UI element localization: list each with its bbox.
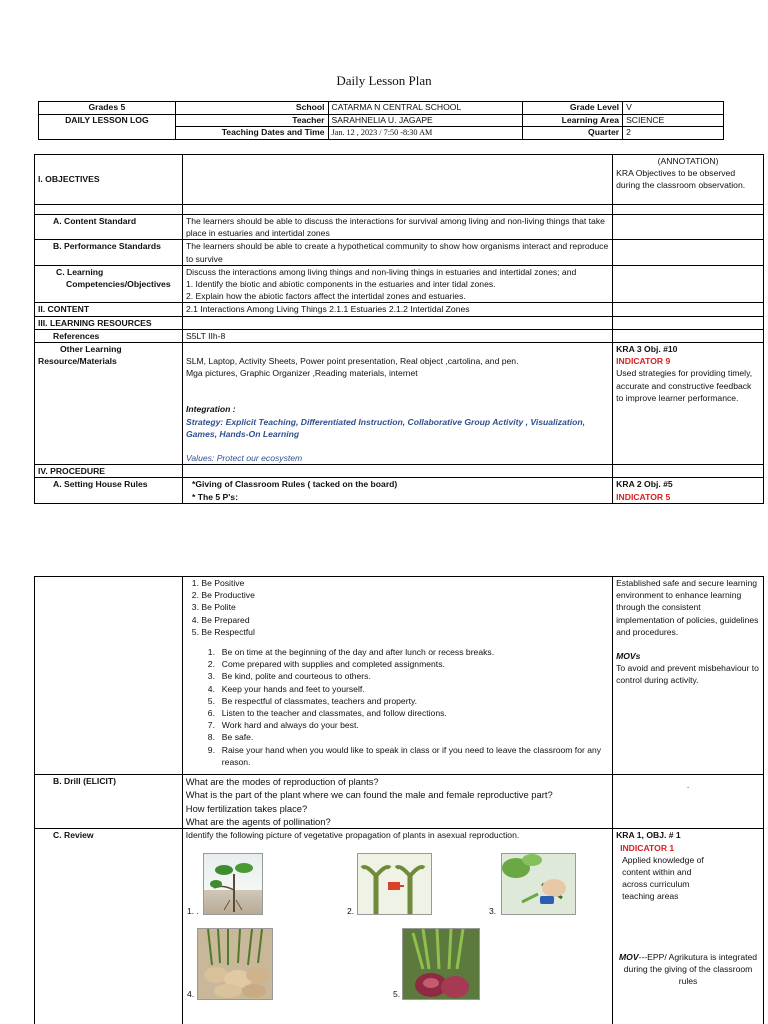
rule-item: 7. Work hard and always do your best. [207,720,359,731]
dates-value: Jan. 12 , 2023 / 7:50 -8:30 AM [328,127,523,140]
annotation-title: (ANNOTATION) [657,156,719,166]
five-ps-item: 4. Be Prepared [191,614,250,625]
drill-question: What are the modes of reproduction of plants? [185,776,379,787]
grade-level-value: V [623,102,724,115]
learning-resources-label: III. LEARNING RESOURCES [35,316,183,329]
drill-annotation: . [613,775,764,829]
lesson-log-header-table [38,101,724,140]
resources-annotation: KRA 3 Obj. #10 INDICATOR 9 Used strategies for providing timely, accurate and constructive feedback to improve learner performance. [613,343,764,465]
objectives-label: I. OBJECTIVES [35,155,183,205]
annotation-text: KRA Objectives to be observed during the classroom observation. [616,168,746,191]
school-value: CATARMA N CENTRAL SCHOOL [328,102,523,115]
lesson-plan-table-continued [34,576,764,1024]
other-resources-label: Other Learning Resource/Materials [35,343,183,465]
performance-standards-text: The learners should be able to create a hypothetical community to show how organisms interact and reproduce to survive [182,240,612,265]
strategy-text: Strategy: Explicit Teaching, Differentiated Instruction, Collaborative Group Activity , Visualization, Games, Hands-On Learning [185,416,586,439]
lesson-plan-table [34,154,764,504]
pic-label-5: 5. [393,989,401,999]
rule-item: 6. Listen to the teacher and classmates, and follow directions. [207,708,447,719]
rule-item: 8. Be safe. [207,732,254,743]
house-rules-text: *Giving of Classroom Rules ( tacked on the board) * The 5 P's: [182,478,612,503]
rule-item: 1. Be on time at the beginning of the day and after lunch or recess breaks. [207,647,495,658]
house-rules-annotation-continued: Established safe and secure learning environment to enhance learning through the consistent implementation of policies, guidelines and procedures. MOVs To avoid and prevent misbehaviour to control during activity. [613,577,764,775]
drill-questions [182,775,612,829]
competencies-text: Discuss the interactions among living things and non-living things in estuaries and intertidal zones; and 1. Identify the biotic and abiotic components in the estuaries and inter tidal zones. 2. Explain how the abiotic factors affect the intertidal zones and estuaries. [182,265,612,303]
review-label: C. Review [35,829,183,1024]
house-rules-annotation: KRA 2 Obj. #5 INDICATOR 5 [613,478,764,503]
learning-area-label: Learning Area [523,114,623,127]
performance-standards-label: B. Performance Standards [35,240,183,265]
grade-cell: Grades 5 [39,102,176,115]
pic-label-2: 2. [347,906,355,916]
layering-plant-photo [203,853,263,915]
materials-cell: SLM, Laptop, Activity Sheets, Power point presentation, Real object ,cartolina, and pen. Mga pictures, Graphic Organizer ,Reading materials, internet Integration : Strategy: Explicit Teaching, Differentiated Instruction, Collaborative Group Activity , Visualization, Games, Hands-On Learning Values: Protect our ecosystem [182,343,612,465]
competencies-label: C. Learning Competencies/Objectives [35,265,183,303]
teacher-value: SARAHNELIA U. JAGAPE [328,114,523,127]
drill-question: What is the part of the plant where we can found the male and female reproductive part? [185,789,553,801]
integration-label: Integration : [185,404,236,415]
references-text: S5LT IIh-8 [182,329,612,342]
five-ps-item: 5. Be Respectful [191,626,255,637]
ginger-photo [197,928,273,1000]
values-text: Values: Protect our ecosystem [185,453,303,464]
grafting-diagram-photo [357,853,432,915]
classroom-rules-list [186,646,609,768]
rule-item: 3. Be kind, polite and courteous to others. [207,671,371,682]
five-ps-item: 2. Be Productive [191,590,255,601]
content-text: 2.1 Interactions Among Living Things 2.1.1 Estuaries 2.1.2 Intertidal Zones [182,303,612,316]
quarter-value: 2 [623,127,724,140]
school-label: School [175,102,328,115]
pic-label-3: 3. [489,906,497,916]
onion-photo [402,928,480,1000]
pic-label-4: 4. [187,989,195,999]
content-standard-text: The learners should be able to discuss the interactions for survival among living and non-living things that take place in estuaries and intertidal zones [182,215,612,240]
learning-area-value: SCIENCE [623,114,724,127]
cutting-photo [501,853,576,915]
pic-label-1: 1. . [187,906,199,916]
five-ps-list [186,577,609,638]
procedure-label: IV. PROCEDURE [35,465,183,478]
dates-label: Teaching Dates and Time [175,127,328,140]
content-label: II. CONTENT [35,303,183,316]
references-label: References [35,329,183,342]
review-annotation: KRA 1, OBJ. # 1 INDICATOR 1 Applied knowledge of content within and across curriculum teaching areas MOV---EPP/ Agrikutura is integrated during the giving of the classroom rules [613,829,764,1024]
content-standard-label: A. Content Standard [35,215,183,240]
annotation-cell [613,155,764,205]
five-ps-item: 1. Be Positive [191,578,245,588]
house-rules-label: A. Setting House Rules [35,478,183,503]
rule-item: 5. Be respectful of classmates, teachers and property. [207,695,418,706]
quarter-label: Quarter [523,127,623,140]
review-instruction: Identify the following picture of vegetative propagation of plants in asexual reproduction. [185,830,520,841]
daily-lesson-log-cell: DAILY LESSON LOG [39,114,176,139]
grade-level-label: Grade Level [523,102,623,115]
rules-cell [182,577,612,775]
rule-item: 4. Keep your hands and feet to yourself. [207,683,365,694]
drill-question: What are the agents of pollination? [185,816,331,828]
rule-item: 2. Come prepared with supplies and completed assignments. [207,659,445,670]
mov-text: MOV---EPP/ Agrikutura is integrated during the giving of the classroom rules [619,951,758,986]
five-ps-item: 3. Be Polite [191,602,236,613]
drill-question: How fertilization takes place? [185,802,308,814]
rule-item: 9. Raise your hand when you would like to speak in class or if you need to leave the classroom for any reason. [207,744,602,767]
teacher-label: Teacher [175,114,328,127]
drill-label: B. Drill (ELICIT) [35,775,183,829]
page-title: Daily Lesson Plan [336,73,432,88]
